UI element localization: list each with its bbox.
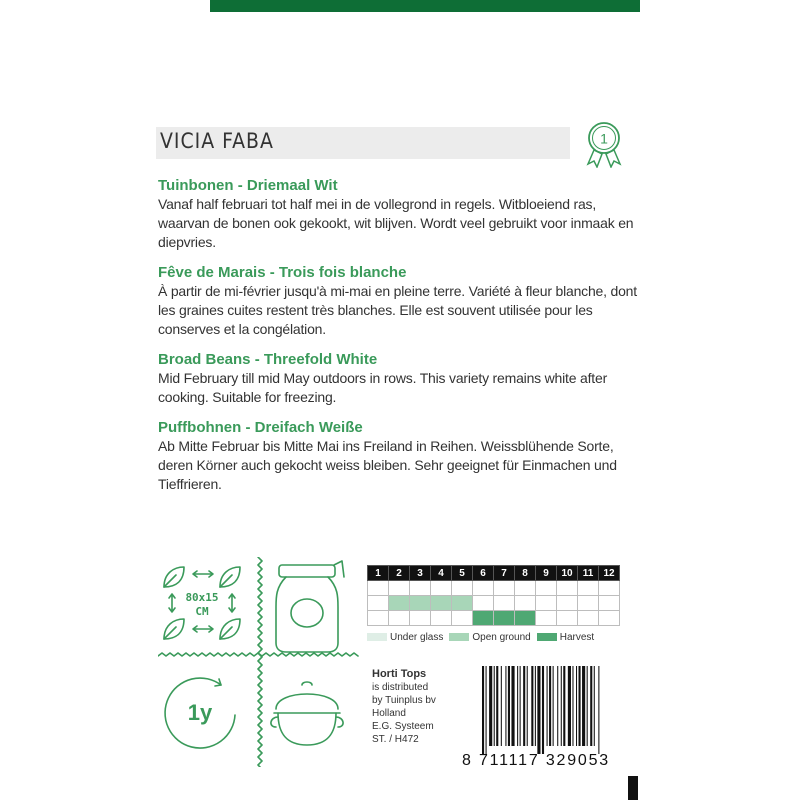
spacing-value: 80x15 (185, 591, 219, 604)
calendar-cell (536, 596, 557, 611)
barcode-bar (563, 666, 565, 746)
calendar-month-2: 2 (389, 566, 410, 581)
calendar-cell (515, 581, 536, 596)
calendar-month-7: 7 (494, 566, 515, 581)
distributor-info (372, 668, 462, 746)
calendar-cell (389, 581, 410, 596)
section-title: Broad Beans - Threefold White (158, 351, 378, 368)
barcode-bar (489, 666, 492, 746)
calendar-cell (536, 611, 557, 626)
leaf-icon (164, 567, 184, 587)
barcode-bar (547, 666, 548, 746)
calendar-cell (368, 596, 389, 611)
legend-under-glass: Under glass (367, 632, 443, 643)
calendar-cell (368, 611, 389, 626)
barcode-bar (582, 666, 585, 746)
calendar-cell (494, 581, 515, 596)
calendar-cell (431, 581, 452, 596)
calendar-cell (515, 611, 536, 626)
barcode (478, 662, 640, 762)
leaf-icon (164, 619, 184, 639)
calendar-cell (473, 596, 494, 611)
calendar-cell (599, 596, 620, 611)
barcode-bar (501, 666, 502, 746)
distributor-line: by Tuinplus bv (372, 695, 436, 706)
calendar-cell (578, 596, 599, 611)
barcode-bar (531, 666, 533, 746)
calendar-cell (410, 581, 431, 596)
calendar-cell (494, 596, 515, 611)
section-body: Vanaf half februari tot half mei in de vollegrond in regels. Witbloeiend ras, waarvan de bonen ook gekookt, wit blijven. Wordt veel gebruikt voor inmaak en diepvries. (158, 196, 634, 250)
section-body: À partir de mi-février jusqu'à mi-mai en pleine terre. Variété à fleur blanche, dont les graines cuites restent très blanches. Elle est souvent utilisée pour les conserves et la congélation. (158, 283, 637, 337)
calendar-month-8: 8 (515, 566, 536, 581)
calendar-cell (515, 596, 536, 611)
barcode-bar (572, 666, 573, 746)
distributor-line: is distributed (372, 682, 429, 693)
barcode-bar (523, 666, 525, 746)
section-body: Ab Mitte Februar bis Mitte Mai ins Freiland in Reihen. Weissblühende Sorte, deren Körner auch gekocht weiss bleiben. Sehr geeignet für Einmachen und Tieffrieren. (158, 438, 617, 492)
barcode-bar (537, 666, 540, 754)
barcode-bar (505, 666, 506, 746)
barcode-bar (520, 666, 521, 746)
barcode-bar (561, 666, 562, 746)
calendar-cell (578, 611, 599, 626)
calendar-cell (557, 581, 578, 596)
calendar-cell (389, 611, 410, 626)
registration-mark (628, 776, 638, 800)
barcode-bar (579, 666, 581, 746)
calendar-cell (557, 611, 578, 626)
leaf-icon (220, 619, 240, 639)
section-dutch (158, 177, 644, 252)
section-title: Puffbohnen - Dreifach Weiße (158, 419, 363, 436)
calendar-cell (431, 611, 452, 626)
calendar-month-11: 11 (578, 566, 599, 581)
calendar-cell (368, 581, 389, 596)
barcode-number: 8 711117 329053 (462, 752, 611, 769)
calendar-month-9: 9 (536, 566, 557, 581)
barcode-bar (549, 666, 551, 746)
calendar-cell (473, 581, 494, 596)
barcode-bar (535, 666, 536, 746)
barcode-bar (542, 666, 544, 754)
barcode-bar (486, 666, 487, 754)
calendar-month-5: 5 (452, 566, 473, 581)
jar-icon (276, 561, 344, 652)
barcode-bar (511, 666, 514, 746)
species-title: VICIA FABA (160, 129, 274, 153)
calendar-cell (599, 581, 620, 596)
barcode-bar (590, 666, 592, 746)
calendar-month-10: 10 (557, 566, 578, 581)
calendar-month-6: 6 (473, 566, 494, 581)
barcode-bar (494, 666, 495, 746)
barcode-bar (508, 666, 510, 746)
barcode-bar (594, 666, 595, 746)
legend-harvest: Harvest (537, 632, 594, 643)
calendar-cell (578, 581, 599, 596)
barcode-bar (598, 666, 599, 754)
calendar-month-12: 12 (599, 566, 620, 581)
distributor-line: ST. / H472 (372, 734, 419, 745)
calendar-month-4: 4 (431, 566, 452, 581)
barcode-bar (587, 666, 588, 746)
calendar-cell (431, 596, 452, 611)
badge-number: 1 (600, 130, 608, 147)
calendar-cell (410, 611, 431, 626)
spacing-unit: CM (195, 605, 209, 618)
calendar-cell (452, 611, 473, 626)
lifecycle-label: 1y (187, 700, 213, 725)
distributor-line: E.G. Systeem (372, 721, 434, 732)
calendar-cell (452, 581, 473, 596)
top-color-bar (210, 0, 640, 12)
calendar-cell (473, 611, 494, 626)
barcode-bar (553, 666, 554, 746)
section-title: Fêve de Marais - Trois fois blanche (158, 264, 407, 281)
calendar-month-3: 3 (410, 566, 431, 581)
section-german (158, 419, 644, 494)
barcode-bar (517, 666, 518, 746)
sowing-calendar (367, 565, 620, 626)
calendar-cell (536, 581, 557, 596)
barcode-bar (527, 666, 528, 746)
calendar-cell (452, 596, 473, 611)
calendar-month-1: 1 (368, 566, 389, 581)
barcode-bar (576, 666, 577, 746)
rosette-badge-icon (582, 120, 626, 168)
leaf-icon (220, 567, 240, 587)
calendar-cell (599, 611, 620, 626)
calendar-legend (367, 632, 594, 643)
barcode-bar (496, 666, 498, 746)
section-french (158, 264, 644, 339)
cooking-pot-icon (271, 682, 343, 745)
calendar-cell (410, 596, 431, 611)
section-english (158, 351, 644, 407)
calendar-cell (557, 596, 578, 611)
barcode-bar (482, 666, 484, 754)
calendar-cell (494, 611, 515, 626)
section-body: Mid February till mid May outdoors in rows. This variety remains white after cooking. Suitable for freezing. (158, 370, 608, 405)
section-title: Tuinbonen - Driemaal Wit (158, 177, 338, 194)
legend-open-ground: Open ground (449, 632, 530, 643)
barcode-bar (568, 666, 571, 746)
pictogram-panel (158, 557, 360, 767)
distributor-brand: Horti Tops (372, 668, 427, 680)
barcode-bar (557, 666, 558, 746)
distributor-line: Holland (372, 708, 406, 719)
calendar-cell (389, 596, 410, 611)
